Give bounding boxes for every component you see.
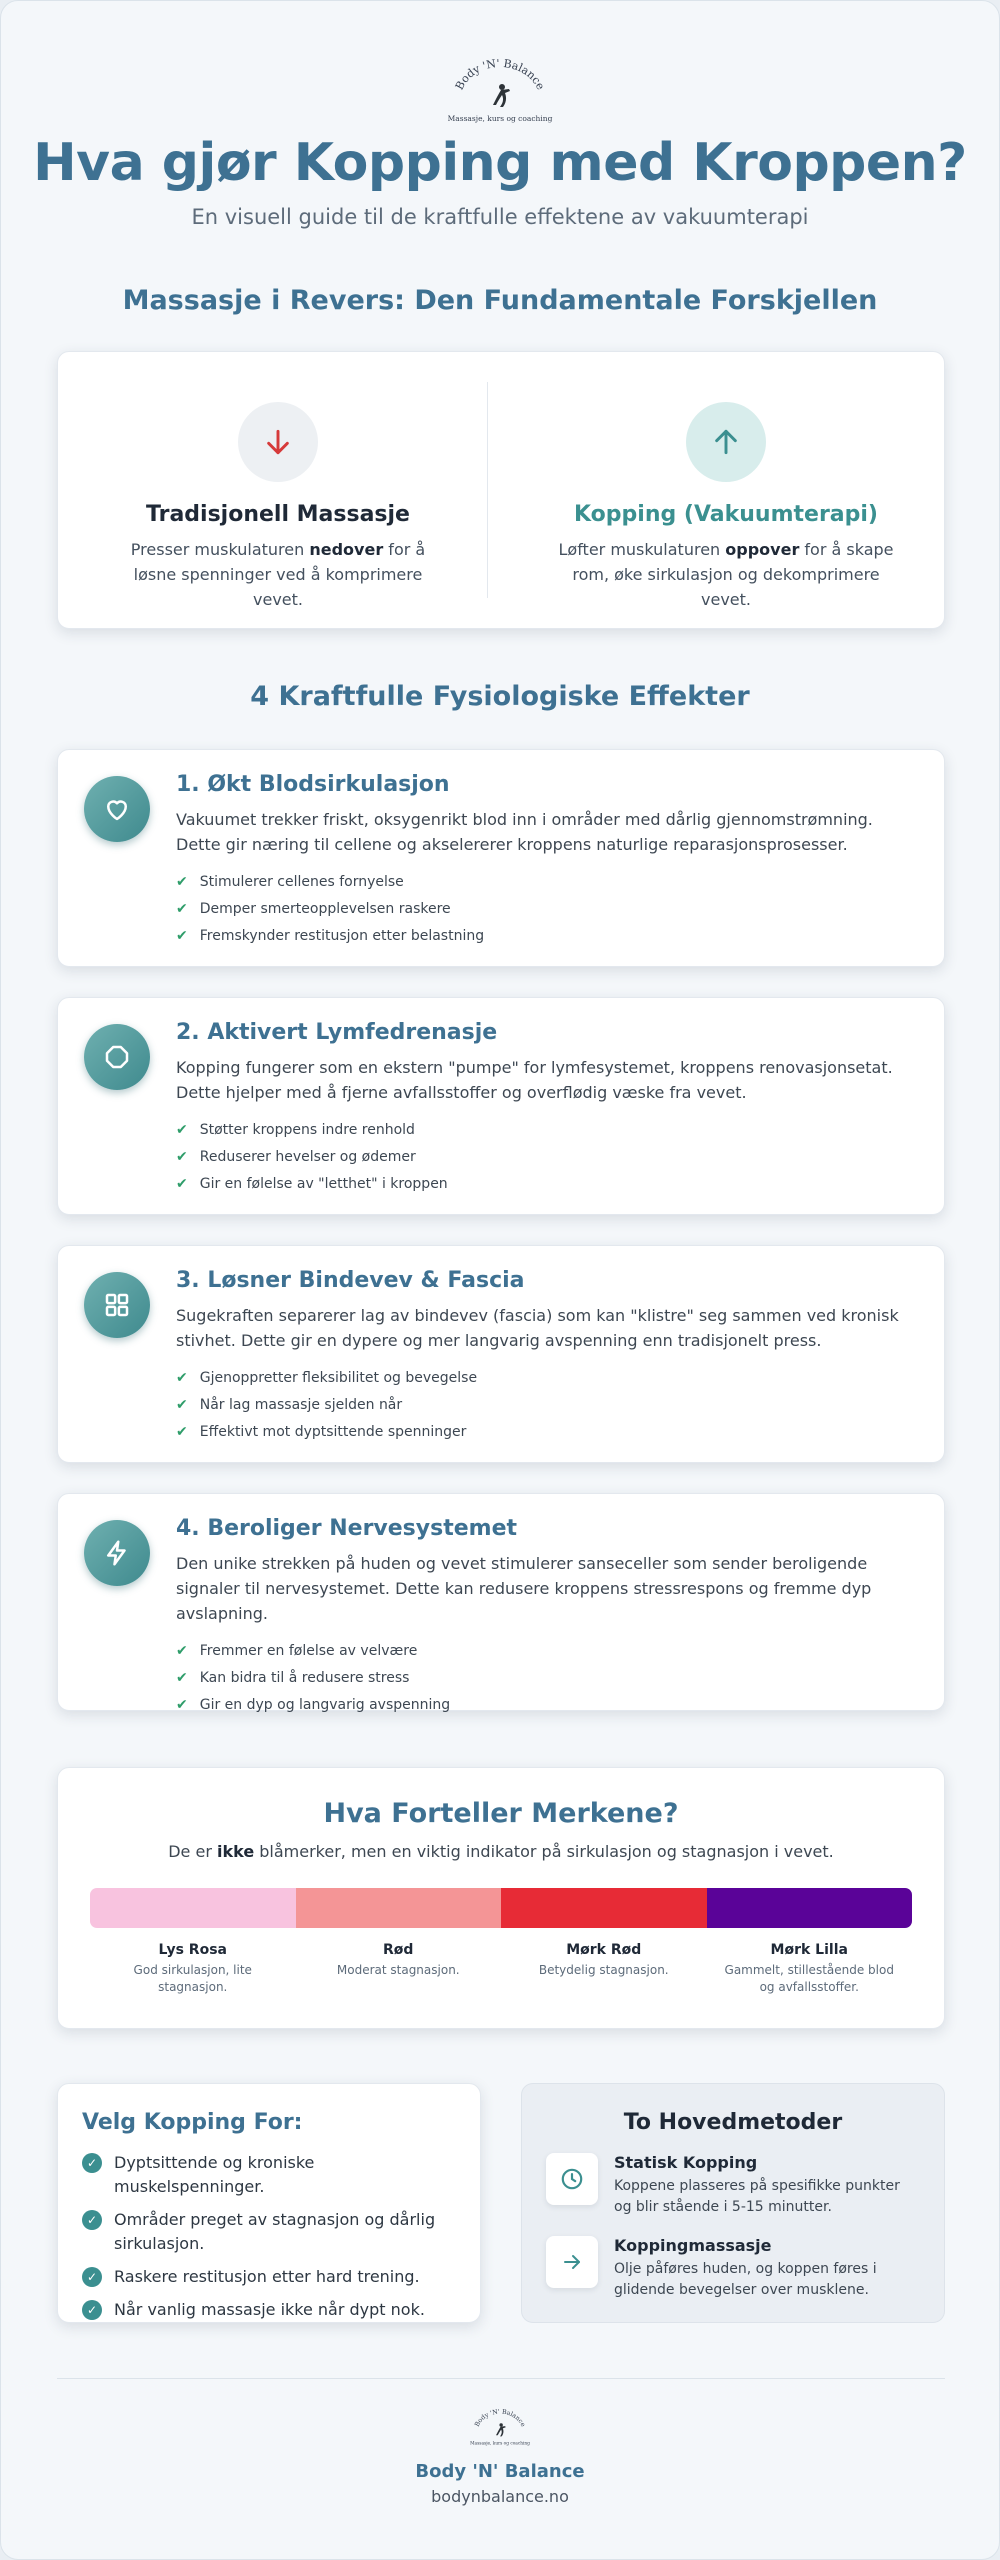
marks-title: Hva Forteller Merkene? [323,1798,679,1829]
marks-card [57,1767,945,2029]
list-item: ✔ Gir en dyp og langvarig avspenning [176,1692,916,1719]
heart-icon [84,776,150,842]
check-icon: ✔ [176,1424,188,1440]
effect-title: 2. Aktivert Lymfedrenasje [176,1020,498,1045]
arrow-down-icon [238,402,318,482]
list-item: ✔ Gjenoppretter fleksibilitet og bevegelse [176,1365,916,1392]
check-icon: ✔ [176,928,188,944]
list-item: ✓ Områder preget av stagnasjon og dårlig sirkulasjon. [82,2208,456,2256]
arrow-up-icon [686,402,766,482]
logo-name-text: Body 'N' Balance [473,2408,527,2428]
check-icon: ✔ [176,1370,188,1386]
cupping-desc: Løfter muskulaturen oppover for å skape rom, øke sirkulasjon og dekomprimere vevet. [558,540,894,609]
arrow-right-icon [546,2236,598,2288]
list-item: ✔ Demper smerteopplevelsen raskere [176,896,916,923]
check-icon: ✔ [176,1149,188,1165]
drop-icon [84,1024,150,1090]
grid-icon [84,1272,150,1338]
list-item: ✔ Fremmer en følelse av velvære [176,1638,916,1665]
check-icon: ✔ [176,1643,188,1659]
method-massage: Koppingmassasje Olje påføres huden, og koppen føres i glidende bevegelser over musklene. [546,2236,920,2301]
list-item: ✓ Dyptsittende og kroniske muskelspenninger. [82,2151,456,2199]
check-icon: ✔ [176,1122,188,1138]
effect-card-fascia [57,1245,945,1463]
effect-points [176,1638,916,1719]
logo-mark [460,2407,540,2451]
list-item: ✓ Når vanlig massasje ikke når dypt nok. [82,2298,456,2322]
logo-name-text: Body 'N' Balance [452,59,548,93]
effect-card-circulation [57,749,945,967]
effect-desc: Sugekraften separerer lag av bindevev (fascia) som kan "klistre" seg sammen ved kronisk stivhet. Dette gir en dypere og mer langvarig avspenning enn tradisjonelt press. [176,1306,899,1350]
effect-points [176,1365,916,1446]
check-icon: ✔ [176,1176,188,1192]
method-static: Statisk Kopping Koppene plasseres på spesifikke punkter og blir stående i 5-15 minutter. [546,2153,920,2218]
traditional-massage-desc: Presser muskulaturen nedover for å løsne spenninger ved å komprimere vevet. [130,540,426,609]
effect-points [176,1117,916,1198]
effect-desc: Den unike strekken på huden og vevet stimulerer sanseceller som sender beroligende signaler til nervesystemet. Dette kan redusere kroppens stressrespons og fremme dyp avslapning. [176,1554,872,1623]
clock-icon [546,2153,598,2205]
brand-logo [1,59,999,129]
logo-tagline: Massasje, kurs og coaching [470,2441,530,2447]
check-icon: ✔ [176,901,188,917]
color-segment-red [296,1888,502,1928]
check-circle-icon: ✓ [82,2267,102,2287]
check-circle-icon: ✓ [82,2210,102,2230]
logo-tagline: Massasje, kurs og coaching [447,114,553,123]
list-item: ✔ Gir en følelse av "letthet" i kroppen [176,1171,916,1198]
footer-logo [1,2407,999,2457]
list-item: ✔ Effektivt mot dyptsittende spenninger [176,1419,916,1446]
check-icon: ✔ [176,874,188,890]
effect-title: 4. Beroliger Nervesystemet [176,1516,518,1541]
list-item: ✔ Reduserer hevelser og ødemer [176,1144,916,1171]
lightning-icon [84,1520,150,1586]
color-segment-light-pink [90,1888,296,1928]
footer-divider [57,2378,945,2379]
color-scale-legend [90,1942,912,1996]
color-scale-bar [90,1888,912,1928]
effect-title: 1. Økt Blodsirkulasjon [176,772,450,797]
check-icon: ✔ [176,1397,188,1413]
list-item: ✔ Når lag massasje sjelden når [176,1392,916,1419]
check-icon: ✔ [176,1697,188,1713]
effect-desc: Kopping fungerer som en ekstern "pumpe" for lymfesystemet, kroppens renovasjonsetat. Dette hjelper med å fjerne avfallsstoffer og overflødig væske fra vevet. [176,1058,893,1102]
choose-cupping-card [57,2083,481,2323]
color-segment-dark-red [501,1888,707,1928]
effects-title: 4 Kraftfulle Fysiologiske Effekter [250,681,750,712]
check-icon: ✔ [176,1670,188,1686]
list-item: ✔ Støtter kroppens indre renhold [176,1117,916,1144]
list-item: ✓ Raskere restitusjon etter hard trening. [82,2265,456,2289]
legend-item: Rød Moderat stagnasjon. [336,1942,460,1977]
legend-item: Mørk Rød Betydelig stagnasjon. [538,1942,669,1977]
effect-title: 3. Løsner Bindevev & Fascia [176,1268,525,1293]
list-item: ✔ Kan bidra til å redusere stress [176,1665,916,1692]
comparison-title: Massasje i Revers: Den Fundamentale Forskjellen [122,285,878,316]
traditional-massage-title: Tradisjonell Massasje [146,502,410,527]
list-item: ✔ Fremskynder restitusjon etter belastning [176,923,916,950]
effect-points [176,869,916,950]
check-circle-icon: ✓ [82,2153,102,2173]
logo-mark [430,59,570,129]
effect-card-lymph [57,997,945,1215]
choose-title: Velg Kopping For: [82,2110,303,2135]
effect-desc: Vakuumet trekker friskt, oksygenrikt blod inn i områder med dårlig gjennomstrømning. Dette gir næring til cellene og akselererer kroppens naturlige reparasjonsprosesser. [176,810,873,854]
footer-website-link[interactable]: bodynbalance.no [431,2487,569,2506]
legend-item: Mørk Lilla Gammelt, stillestående blod og avfallsstoffer. [724,1942,894,1994]
effect-card-nervous-system [57,1493,945,1711]
comparison-divider [487,382,488,598]
methods-card [521,2083,945,2323]
choose-list [82,2151,456,2322]
page-subtitle: En visuell guide til de kraftfulle effektene av vakuumterapi [191,205,809,229]
legend-item: Lys Rosa God sirkulasjon, lite stagnasjon. [133,1942,252,1994]
traditional-massage-column [68,402,488,612]
methods-title: To Hovedmetoder [623,2110,843,2135]
footer-brand: Body 'N' Balance [415,2461,585,2482]
list-item: ✔ Stimulerer cellenes fornyelse [176,869,916,896]
comparison-card [57,351,945,629]
page-title: Hva gjør Kopping med Kroppen? [33,133,967,193]
cupping-title: Kopping (Vakuumterapi) [574,502,878,527]
cupping-column [516,402,936,612]
marks-subtitle: De er ikke blåmerker, men en viktig indikator på sirkulasjon og stagnasjon i vevet. [168,1842,834,1861]
check-circle-icon: ✓ [82,2300,102,2320]
color-segment-dark-purple [707,1888,913,1928]
